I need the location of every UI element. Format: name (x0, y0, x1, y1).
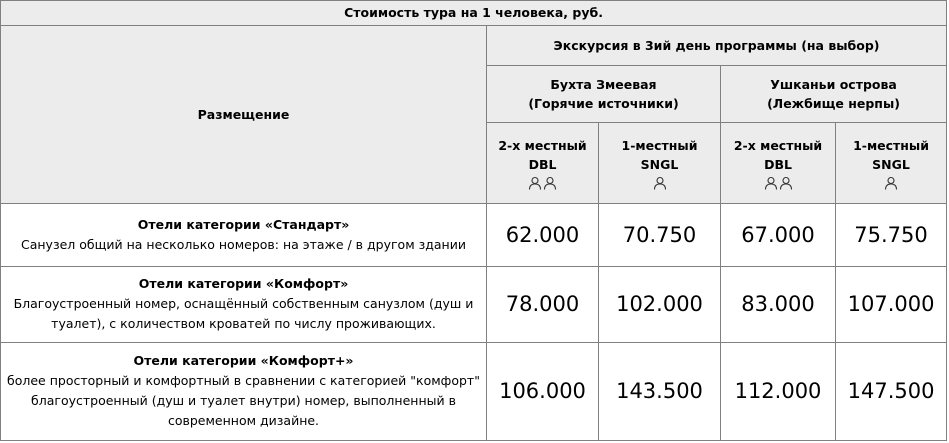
category-description: более просторный и комфортный в сравнении с категорией "комфорт" благоустроенный (душ и туалет внутри) номер, выполненный в современном дизайне. (7, 373, 480, 429)
price-cell (836, 266, 947, 342)
price-value: 75.750 (854, 222, 928, 247)
price-cell (599, 342, 721, 441)
table-row (1, 204, 947, 267)
category-description: Благоустроенный номер, оснащённый собственным санузлом (душ и туалет), с количеством кроватей по числу проживающих. (13, 296, 474, 332)
room-type-label: 2-х местный (498, 138, 587, 154)
location-subtitle: (Горячие источники) (528, 95, 679, 111)
table-title: Стоимость тура на 1 человека, руб. (1, 1, 947, 26)
person-icon (603, 176, 716, 190)
room-type-label: 1-местный (853, 138, 929, 154)
table-row (1, 266, 947, 342)
location-name: Бухта Змеевая (550, 76, 657, 92)
person-icon (840, 176, 942, 190)
table-row (1, 342, 947, 441)
price-value: 62.000 (505, 222, 580, 247)
price-value: 112.000 (734, 379, 822, 404)
accommodation-cell (1, 266, 487, 342)
excursion-header: Экскурсия в 3ий день программы (на выбор) (487, 25, 947, 65)
price-cell (599, 266, 721, 342)
room-type-label: 2-х местный (733, 138, 823, 154)
room-type-header-dbl (721, 123, 836, 204)
category-title: Отели категории «Комфорт+» (133, 353, 354, 369)
category-title: Отели категории «Стандарт» (137, 216, 350, 232)
price-value: 102.000 (616, 292, 703, 317)
location-header-ushkany (721, 65, 947, 122)
room-type-code: SNGL (872, 157, 910, 173)
location-subtitle: (Лежбище нерпы) (767, 95, 900, 111)
title-row (1, 1, 947, 26)
category-title: Отели категории «Комфорт» (138, 276, 349, 292)
room-type-header-sngl (836, 123, 947, 204)
room-type-label: 1-местный (621, 138, 698, 154)
price-value: 143.500 (616, 379, 703, 404)
price-cell (836, 204, 947, 267)
location-name: Ушканьи острова (770, 76, 897, 92)
price-value: 147.500 (847, 379, 935, 404)
room-type-header-dbl (487, 123, 599, 204)
price-value: 67.000 (741, 222, 815, 247)
location-header-zmeevaya (487, 65, 721, 122)
price-cell (487, 204, 599, 267)
price-value: 106.000 (499, 379, 586, 404)
price-cell (487, 342, 599, 441)
room-type-code: SNGL (640, 157, 679, 173)
placement-header: Размещение (1, 25, 487, 203)
price-cell (721, 342, 836, 441)
price-value: 70.750 (622, 222, 697, 247)
price-cell (599, 204, 721, 267)
room-type-header-sngl (599, 123, 721, 204)
two-persons-icon (725, 176, 831, 190)
price-cell (721, 266, 836, 342)
category-description: Санузел общий на несколько номеров: на этаже / в другом здании (21, 236, 466, 252)
room-type-code: DBL (764, 157, 792, 173)
accommodation-cell (1, 204, 487, 267)
price-value: 107.000 (847, 292, 935, 317)
price-cell (721, 204, 836, 267)
price-value: 83.000 (741, 292, 815, 317)
excursion-header-row (1, 25, 947, 65)
two-persons-icon (491, 176, 594, 190)
room-type-code: DBL (528, 157, 557, 173)
price-cell (836, 342, 947, 441)
price-value: 78.000 (505, 292, 580, 317)
price-cell (487, 266, 599, 342)
accommodation-cell (1, 342, 487, 441)
